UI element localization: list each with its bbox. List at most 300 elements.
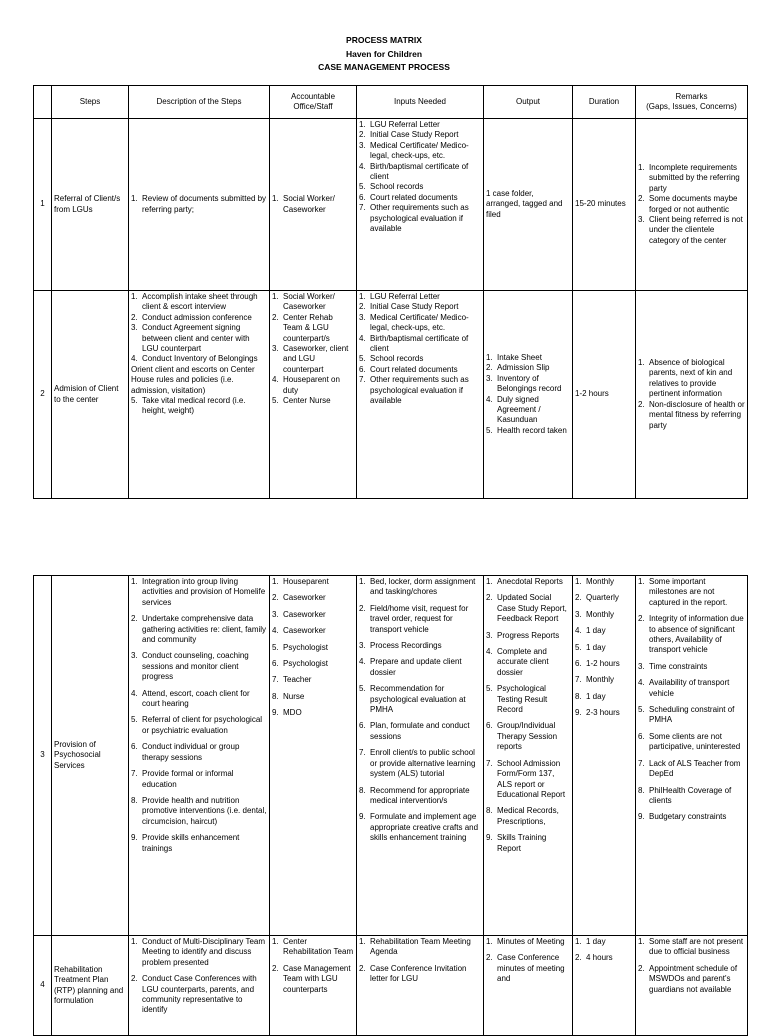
list-item-text: 1-2 hours	[575, 389, 609, 399]
list-item-text: School records	[370, 182, 424, 192]
list-item-text: Prepare and update client dossier	[370, 657, 462, 677]
list-item	[359, 604, 481, 635]
list-item-text: Formulate and implement age appropriate creative crafts and skills enhancement training	[370, 812, 479, 843]
cell-output	[484, 576, 573, 936]
list-item-text: Referral of client for psychological or psychiatric evaluation	[142, 715, 263, 735]
list-item	[486, 721, 570, 752]
list-item	[131, 769, 267, 790]
list-item-number: 2.	[272, 593, 279, 603]
list-item	[272, 396, 354, 406]
list-item-number: 3.	[486, 630, 493, 640]
list-item	[272, 964, 354, 995]
list-item-text: Houseparent on duty	[283, 375, 340, 395]
list-item-text: Absence of biological parents, next of kin and relatives to provide pertinent information	[649, 358, 733, 399]
list-item-text: Case Management Team with LGU counterparts	[283, 963, 351, 994]
list-item-number: 9.	[575, 708, 582, 718]
list-item-number: 1.	[272, 292, 279, 301]
list-item-number: 2.	[272, 312, 279, 322]
list-item	[486, 374, 570, 395]
list-item-number: 1.	[131, 292, 138, 301]
list-item-number: 3.	[272, 609, 279, 619]
step-name: Rehabilitation Treatment Plan (RTP) planning and formulation	[52, 936, 129, 1036]
list-item-text: Center Rehab Team & LGU counterpart/s	[283, 312, 333, 343]
list-item	[638, 577, 745, 608]
list-item-number: 5.	[486, 425, 493, 435]
list-item	[575, 937, 633, 947]
cell-desc	[129, 936, 270, 1036]
list-item	[575, 953, 633, 963]
list-item-text: Social Worker/ Caseworker	[283, 194, 335, 214]
list-item-text: Some clients are not participative, uninterested	[649, 731, 741, 752]
list-item-number: 2.	[575, 593, 582, 603]
remarks-header-line2: (Gaps, Issues, Concerns)	[646, 102, 737, 111]
list-item-text: Some documents maybe forged or not authentic	[649, 194, 738, 214]
step-number: 1	[34, 119, 52, 291]
list-item-number: 2.	[486, 593, 493, 603]
list-item-text: Appointment schedule of MSWDOs and parent's guardians not available	[649, 963, 738, 994]
col-num-header	[34, 86, 52, 119]
list-item-number: 5.	[359, 684, 366, 694]
list-item	[575, 692, 633, 702]
list-item-text: Conduct individual or group therapy sessions	[142, 742, 240, 762]
list-item-number: 4.	[486, 647, 493, 657]
list-item-text: Budgetary constraints	[649, 812, 727, 822]
list-item-number: 8.	[359, 785, 366, 795]
list-item	[359, 365, 481, 375]
list-item	[359, 313, 481, 334]
list-item-number: 9.	[359, 812, 366, 822]
list-item-number: 7.	[359, 203, 366, 213]
list-item	[131, 937, 267, 968]
list-item	[359, 193, 481, 203]
list-item	[359, 130, 481, 140]
list-item	[486, 953, 570, 984]
list-item	[486, 806, 570, 827]
list-item	[272, 659, 354, 669]
list-item-number: 1.	[638, 162, 645, 172]
list-item-text: Time constraints	[649, 661, 708, 671]
list-item	[359, 292, 481, 302]
list-item-text: Health record taken	[497, 425, 567, 435]
list-item-text: Medical Records, Prescriptions,	[497, 806, 559, 826]
list-item-number: 8.	[575, 691, 582, 701]
list-item-text: Houseparent	[283, 577, 329, 586]
list-item-text: Some important milestones are not captured in the report.	[649, 577, 728, 607]
list-item-text: Review of documents submitted by referring party;	[142, 194, 267, 214]
list-item	[486, 759, 570, 801]
list-item-number: 3.	[131, 651, 138, 661]
list-item-number: 1.	[575, 937, 582, 946]
list-item-text: Center Rehabilitation Team	[283, 937, 354, 957]
list-item	[272, 692, 354, 702]
list-item-text: Provide skills enhancement trainings	[142, 833, 240, 853]
list-item	[272, 643, 354, 653]
list-item-text: 2-3 hours	[586, 708, 620, 718]
list-item-number: 1.	[638, 358, 645, 368]
list-item-number: 3.	[486, 373, 493, 383]
list-item	[131, 323, 267, 354]
list-item-text: Incomplete requirements submitted by the referring party	[649, 162, 740, 193]
list-item	[575, 708, 633, 718]
cell-office	[270, 936, 357, 1036]
list-item	[486, 426, 570, 436]
list-item	[638, 705, 745, 726]
list-item	[131, 313, 267, 323]
col-inputs-header: Inputs Needed	[357, 86, 484, 119]
list-item-text: Lack of ALS Teacher from DepEd	[649, 758, 741, 779]
list-item-text: Skills Training Report	[497, 833, 547, 853]
list-item-number: 5.	[486, 684, 493, 694]
list-item-text: Initial Case Study Report	[370, 130, 459, 140]
list-item-text: Integration into group living activities and provision of Homelife services	[142, 577, 266, 607]
cell-output	[484, 119, 573, 291]
list-item-number: 1.	[131, 937, 138, 946]
list-item-number: 1.	[272, 937, 279, 946]
list-item-number: 2.	[359, 603, 366, 613]
list-item	[359, 577, 481, 598]
list-item-number: 1.	[272, 577, 279, 586]
table-row	[34, 576, 748, 936]
list-item-number: 4.	[638, 678, 645, 688]
list-item	[575, 593, 633, 603]
list-item-text: Integrity of information due to absence of significant others, Availability of transport vehicle	[649, 614, 744, 655]
list-item	[638, 964, 745, 995]
list-item-number: 9.	[486, 833, 493, 843]
list-item-text: 1 day	[586, 937, 606, 946]
list-item-text: LGU Referral Letter	[370, 292, 440, 301]
list-item-number: 2.	[486, 953, 493, 963]
list-item-number: 4.	[359, 333, 366, 343]
header-row	[34, 86, 748, 119]
list-item	[272, 626, 354, 636]
list-item-text: Process Recordings	[370, 641, 442, 651]
col-description-header: Description of the Steps	[129, 86, 270, 119]
list-item-text: Birth/baptismal certificate of client	[370, 333, 469, 354]
list-item	[575, 199, 633, 209]
cell-remarks	[636, 576, 748, 936]
list-item-text: Psychologist	[283, 642, 328, 652]
cell-inputs	[357, 119, 484, 291]
list-item-text: Recommendation for psychological evaluation at PMHA	[370, 684, 466, 715]
list-item-text: Intake Sheet	[497, 352, 542, 362]
list-item	[486, 577, 570, 587]
list-item-number: 3.	[359, 312, 366, 322]
list-item-text: Medical Certificate/ Medico-legal, check-ups, etc.	[370, 140, 469, 161]
remarks-header-line1: Remarks	[675, 91, 708, 101]
page-subtitle: CASE MANAGEMENT PROCESS	[318, 62, 450, 72]
col-duration-header: Duration	[573, 86, 636, 119]
list-item-text: Conduct Inventory of Belongings	[142, 354, 258, 364]
col-remarks-header	[636, 86, 748, 119]
list-item-text: Anecdotal Reports	[497, 577, 563, 586]
cell-duration	[573, 291, 636, 499]
step-name: Provision of Psychosocial Services	[52, 576, 129, 936]
list-item-text: Client being referred is not under the clientele category of the center	[649, 214, 743, 245]
list-item-text: Availability of transport vehicle	[649, 678, 730, 698]
cell-remarks	[636, 119, 748, 291]
list-item-number: 4.	[486, 394, 493, 404]
list-item	[638, 400, 745, 431]
list-item-number: 2.	[638, 399, 645, 409]
list-item-text: Conduct counseling, coaching sessions and monitor client progress	[142, 651, 249, 682]
list-item-number: 3.	[638, 214, 645, 224]
list-item	[131, 796, 267, 827]
list-item	[638, 786, 745, 807]
list-item-text: Conduct Case Conferences with LGU counterparts, parents, and community representative to identify	[142, 974, 257, 1015]
list-item-number: 5.	[131, 715, 138, 725]
list-item	[638, 662, 745, 672]
table-row	[34, 291, 748, 499]
list-item-number: 5.	[272, 642, 279, 652]
list-item	[575, 389, 633, 399]
list-item-number: 9.	[131, 833, 138, 843]
list-item-number: 1.	[131, 577, 138, 586]
list-item-text: Rehabilitation Team Meeting Agenda	[370, 937, 471, 957]
cell-desc	[129, 576, 270, 936]
list-item	[575, 675, 633, 685]
list-item	[359, 141, 481, 162]
list-item-number: 2.	[638, 963, 645, 973]
list-item	[359, 748, 481, 779]
list-item	[359, 302, 481, 312]
list-item-number: 8.	[486, 806, 493, 816]
step-name: Referral of Client/s from LGUs	[52, 119, 129, 291]
list-item	[486, 647, 570, 678]
cell-output	[484, 291, 573, 499]
list-item-text: Progress Reports	[497, 630, 560, 640]
list-item-text: Case Conference minutes of meeting and	[497, 953, 565, 984]
list-item-number: 5.	[131, 396, 138, 406]
list-item-text: Conduct Agreement signing between client and center with LGU counterpart	[142, 323, 250, 354]
list-item-text: Admission Slip	[497, 363, 550, 373]
list-item-text: Caseworker, client and LGU counterpart	[283, 344, 349, 374]
list-item-number: 7.	[486, 758, 493, 768]
list-item-number: 3.	[359, 641, 366, 651]
list-item	[486, 395, 570, 426]
list-item	[486, 937, 570, 947]
list-item-text: Other requirements such as psychological evaluation if available	[370, 203, 469, 234]
list-item	[131, 194, 267, 215]
list-item-text: Some staff are not present due to official business	[649, 937, 744, 957]
list-item	[638, 678, 745, 699]
list-item	[131, 354, 267, 364]
col-steps-header: Steps	[52, 86, 129, 119]
list-item-number: 6.	[359, 364, 366, 374]
list-item	[131, 651, 267, 682]
col-office-header: Accountable Office/Staff	[270, 86, 357, 119]
list-item-text: Conduct of Multi-Disciplinary Team Meeting to identify and discuss problem presented	[142, 937, 266, 967]
list-item-text: Other requirements such as psychological evaluation if available	[370, 375, 469, 406]
list-item-number: 5.	[272, 396, 279, 406]
list-item-number: 2.	[131, 312, 138, 322]
list-item-text: Provide health and nutrition promotive interventions (i.e. dental, circumcision, haircut)	[142, 795, 267, 826]
list-item-text: 1-2 hours	[586, 659, 620, 669]
list-item	[486, 353, 570, 363]
list-item-text: Updated Social Case Study Report, Feedback Report	[497, 593, 567, 624]
list-item-text: Group/Individual Therapy Session reports	[497, 721, 558, 752]
list-item-text: Court related documents	[370, 364, 458, 374]
list-item	[359, 657, 481, 678]
list-item	[272, 708, 354, 718]
list-item-number: 2.	[272, 963, 279, 973]
list-item-number: 1.	[486, 352, 493, 362]
list-item-text: Monthly	[586, 577, 615, 586]
list-item	[359, 162, 481, 183]
list-item-number: 7.	[638, 758, 645, 768]
list-item-number: 1.	[359, 577, 366, 586]
list-item	[486, 631, 570, 641]
list-item	[359, 641, 481, 651]
list-item	[272, 937, 354, 958]
table-row	[34, 936, 748, 1036]
list-item-number: 6.	[272, 659, 279, 669]
step-number: 3	[34, 576, 52, 936]
list-item	[638, 937, 745, 958]
list-item-number: 3.	[131, 323, 138, 333]
list-item-text: 1 day	[586, 626, 606, 636]
list-item	[131, 365, 267, 396]
list-item-text: Inventory of Belongings record	[497, 373, 562, 394]
list-item-text: Undertake comprehensive data gathering activities re: client, family and community	[142, 614, 267, 645]
col-output-header: Output	[484, 86, 573, 119]
list-item-number: 6.	[575, 659, 582, 669]
process-matrix-table-2	[33, 575, 748, 1036]
list-item-text: Non-disclosure of health or mental fitness by referring party	[649, 399, 745, 430]
list-item-text: Initial Case Study Report	[370, 302, 459, 312]
table-row	[34, 119, 748, 291]
list-item	[131, 614, 267, 645]
list-item-text: Bed, locker, dorm assignment and tasking/chores	[370, 577, 476, 597]
list-item-text: Nurse	[283, 691, 305, 701]
list-item	[272, 292, 354, 313]
organization-name: Haven for Children	[345, 49, 423, 59]
list-item-number: 1.	[272, 194, 279, 204]
list-item-text: Orient client and escorts on Center House rules and policies (i.e. admission, visitation)	[131, 364, 255, 395]
cell-inputs	[357, 291, 484, 499]
cell-desc	[129, 119, 270, 291]
list-item-number: 3.	[575, 609, 582, 619]
list-item	[575, 626, 633, 636]
list-item-number: 6.	[486, 721, 493, 731]
list-item	[131, 396, 267, 417]
list-item-number: 2.	[131, 974, 138, 984]
list-item-text: Monthly	[586, 675, 615, 685]
cell-office	[270, 291, 357, 499]
cell-duration	[573, 576, 636, 936]
list-item-number: 7.	[575, 675, 582, 685]
list-item-number: 5.	[575, 642, 582, 652]
list-item	[638, 759, 745, 780]
list-item-text: Caseworker	[283, 593, 326, 603]
list-item-number: 2.	[638, 614, 645, 624]
list-item-text: Caseworker	[283, 626, 326, 636]
list-item	[638, 732, 745, 753]
list-item-text: Quarterly	[586, 593, 619, 603]
list-item-number: 6.	[359, 192, 366, 202]
list-item	[359, 684, 481, 715]
list-item	[131, 742, 267, 763]
list-item	[359, 937, 481, 958]
page-title: PROCESS MATRIX	[346, 35, 422, 45]
cell-remarks	[636, 936, 748, 1036]
list-item-number: 1.	[359, 937, 366, 946]
list-item	[131, 292, 267, 313]
list-item	[272, 675, 354, 685]
list-item	[638, 194, 745, 215]
list-item-number: 3.	[272, 344, 279, 354]
cell-duration	[573, 936, 636, 1036]
list-item	[486, 363, 570, 373]
list-item-text: Birth/baptismal certificate of client	[370, 161, 469, 182]
list-item	[359, 812, 481, 843]
list-item-text: MDO	[283, 708, 302, 718]
list-item	[638, 812, 745, 822]
list-item-text: Enroll client/s to public school or provide alternative learning system (ALS) tutorial	[370, 748, 476, 779]
list-item-number: 5.	[359, 354, 366, 364]
list-item-number: 7.	[131, 769, 138, 779]
step-number: 4	[34, 936, 52, 1036]
list-item-number: 2.	[575, 953, 582, 963]
list-item-text: Complete and accurate client dossier	[497, 647, 549, 677]
list-item-text: Case Conference Invitation letter for LGU	[370, 963, 467, 984]
list-item-number: 3.	[638, 661, 645, 671]
cell-office	[270, 119, 357, 291]
list-item	[359, 203, 481, 234]
list-item	[131, 833, 267, 854]
list-item-number: 1.	[359, 120, 366, 129]
list-item-number: 1.	[575, 577, 582, 586]
list-item-number: 4.	[272, 626, 279, 636]
list-item-text: PhilHealth Coverage of clients	[649, 785, 732, 805]
list-item-text: Scheduling constraint of PMHA	[649, 705, 735, 725]
list-item-text: Medical Certificate/ Medico-legal, check-ups, etc.	[370, 312, 469, 333]
cell-desc	[129, 291, 270, 499]
list-item-number: 6.	[359, 721, 366, 731]
list-item-text: 1 day	[586, 642, 606, 652]
list-item-text: Duly signed Agreement / Kasunduan	[497, 394, 541, 425]
list-item-number: 4.	[359, 161, 366, 171]
list-item-number: 1.	[131, 194, 138, 204]
list-item-text: Minutes of Meeting	[497, 937, 565, 946]
list-item-number: 7.	[272, 675, 279, 685]
list-item	[131, 715, 267, 736]
list-item	[359, 786, 481, 807]
list-item-text: Plan, formulate and conduct sessions	[370, 721, 470, 741]
cell-inputs	[357, 936, 484, 1036]
cell-inputs	[357, 576, 484, 936]
list-item-text: Court related documents	[370, 192, 458, 202]
list-item-number: 5.	[359, 182, 366, 192]
list-item	[359, 334, 481, 355]
list-item-number: 7.	[359, 748, 366, 758]
list-item-number: 2.	[486, 363, 493, 373]
list-item-number: 2.	[359, 130, 366, 140]
list-item	[272, 313, 354, 344]
list-item	[575, 643, 633, 653]
list-item-text: Attend, escort, coach client for court hearing	[142, 688, 250, 709]
list-item	[359, 721, 481, 742]
list-item	[131, 577, 267, 608]
list-item-text: Psychological Testing Result Record	[497, 684, 548, 715]
list-item-text: Social Worker/ Caseworker	[283, 292, 335, 312]
list-item-number: 2.	[131, 614, 138, 624]
list-item	[486, 684, 570, 715]
list-item-text: LGU Referral Letter	[370, 120, 440, 129]
list-item-text: Recommend for appropriate medical intervention/s	[370, 785, 470, 805]
list-item	[131, 689, 267, 710]
list-item-number: 1.	[486, 577, 493, 586]
list-item-text: Psychologist	[283, 659, 328, 669]
